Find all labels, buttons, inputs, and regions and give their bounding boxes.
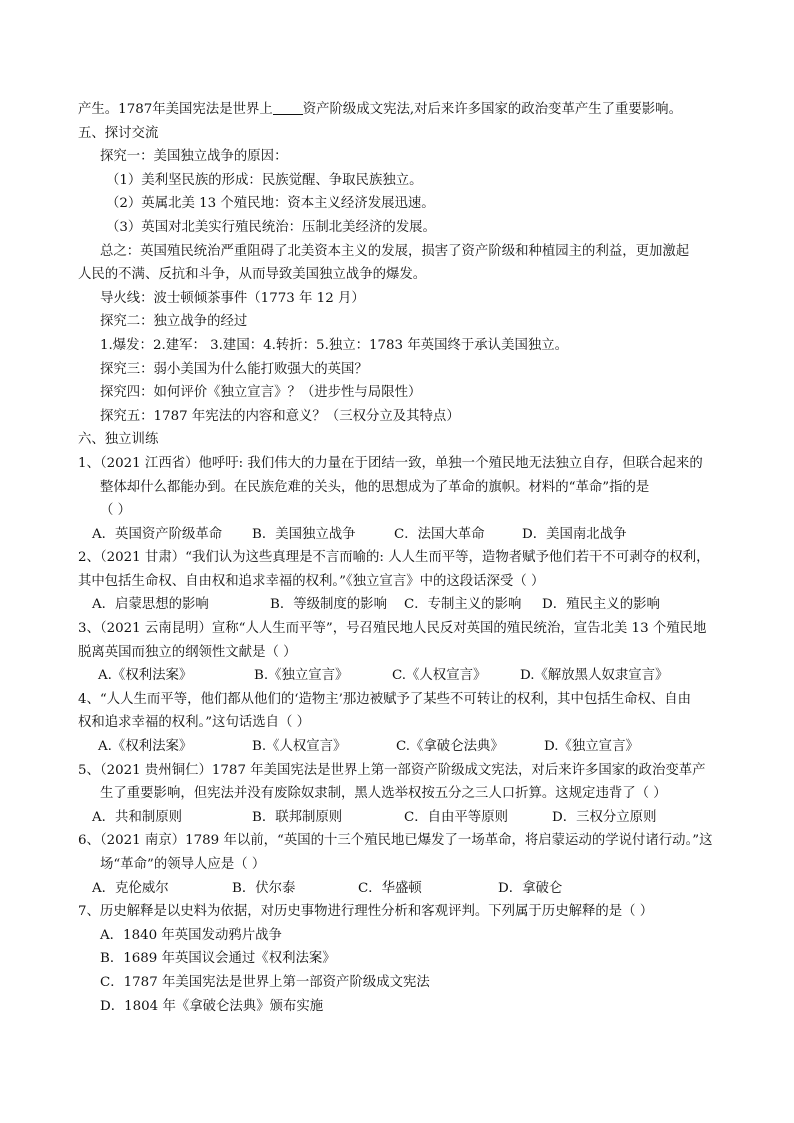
question-text: 权和追求幸福的权利。”这句话选自（ ）: [78, 715, 311, 731]
option-c[interactable]: C．专制主义的影响: [404, 597, 522, 613]
option-c[interactable]: C．华盛顿: [358, 880, 422, 896]
war-process: 1.爆发：2.建军： 3.建国：4.转折：5.独立：1783 年英国终于承认美国独立。: [100, 337, 569, 353]
option-b[interactable]: B．美国独立战争: [252, 526, 356, 542]
option-row: [78, 806, 718, 830]
option-b[interactable]: B．等级制度的影响: [270, 597, 387, 613]
section-heading-training: 六、独立训练: [78, 432, 159, 448]
inquiry-1: 探究一：美国独立战争的原因：: [100, 149, 288, 165]
section-heading-discussion: 五、探讨交流: [78, 125, 159, 141]
option-a[interactable]: A．1840 年英国发动鸦片战争: [100, 927, 282, 943]
option-c[interactable]: C.《拿破仑法典》: [396, 739, 504, 755]
option-c[interactable]: C．自由平等原则: [404, 809, 508, 825]
option-d[interactable]: D．殖民主义的影响: [542, 597, 660, 613]
option-row: [78, 593, 718, 617]
question-6: [78, 829, 718, 900]
cause-3: （3）英国对北美实行殖民统治：压制北美经济的发展。: [106, 219, 436, 235]
option-d[interactable]: D．1804 年《拿破仑法典》颁布实施: [100, 998, 324, 1014]
option-b[interactable]: B．1689 年英国议会通过《权利法案》: [100, 951, 336, 967]
option-a[interactable]: A．共和制原则: [92, 809, 183, 825]
inquiry-3: 探究三：弱小美国为什么能打败强大的英国？: [100, 361, 368, 377]
option-a[interactable]: A.《权利法案》: [98, 668, 193, 684]
question-text: 其中包括生命权、自由权和追求幸福的权利。”《独立宣言》中的这段话深受（ ）: [78, 573, 545, 589]
intro-line: [78, 98, 718, 122]
option-d[interactable]: D.《独立宣言》: [544, 739, 639, 755]
option-row: [78, 664, 718, 688]
question-text: 5、（2021 贵州铜仁）1787 年美国宪法是世界上第一部资产阶级成文宪法，对后来许多国家的政治变革产: [78, 762, 706, 778]
option-c[interactable]: C．法国大革命: [394, 526, 485, 542]
option-row: [78, 523, 718, 547]
inquiry-2: 探究二：独立战争的经过: [100, 314, 248, 330]
question-text: 6、（2021 南京）1789 年以前，“英国的十三个殖民地已爆发了一场革命，将启蒙运动的学说付诸行动。”这: [78, 833, 713, 849]
fill-in-blank[interactable]: [273, 100, 303, 115]
question-text: 4、“人人生而平等，他们都从他们的‘造物主’那边被赋予了某些不可转让的权利，其中包括生命权、自由: [78, 691, 692, 707]
option-a[interactable]: A．克伦威尔: [92, 880, 169, 896]
inquiry-4: 探究四：如何评价《独立宣言》？（进步性与局限性）: [100, 385, 422, 401]
option-row: [78, 877, 718, 901]
option-d[interactable]: D．拿破仑: [498, 880, 563, 896]
question-3: [78, 617, 718, 688]
summary-line-1: 总之：英国殖民统治严重阻碍了北美资本主义的发展，损害了资产阶级和种植园主的利益，更加激起: [100, 243, 690, 259]
question-text: 场“革命”的领导人应是（ ）: [100, 857, 266, 872]
question-text: 2、（2021 甘肃）“我们认为这些真理是不言而喻的: 人人生而平等，造物者赋予他们若干不可剥夺的权利，: [78, 550, 710, 566]
option-a[interactable]: A.《权利法案》: [98, 739, 193, 755]
option-d[interactable]: D.《解放黑人奴隶宣言》: [520, 668, 669, 684]
question-text: 脱离英国而独立的纲领性文献是（ ）: [78, 644, 297, 660]
option-c[interactable]: C.《人权宣言》: [392, 668, 487, 684]
option-a[interactable]: A．启蒙思想的影响: [92, 597, 209, 613]
question-text: 3、（2021 云南昆明）宣称“人人生而平等”，号召殖民地人民反对英国的殖民统治，宣告北美 13 个殖民地: [78, 621, 707, 637]
summary-line-2: 人民的不满、反抗和斗争，从而导致美国独立战争的爆发。: [78, 267, 427, 283]
fuse-event: 导火线：波士顿倾茶事件（1773 年 12 月）: [100, 290, 365, 306]
option-b[interactable]: B．联邦制原则: [252, 809, 343, 825]
option-b[interactable]: B.《独立宣言》: [254, 668, 349, 684]
answer-paren[interactable]: （ ）: [100, 503, 132, 519]
question-text: 1、（2021 江西省）他呼吁: 我们伟大的力量在于团结一致，单独一个殖民地无法独立自存，但联合起来的: [78, 455, 703, 471]
cause-1: （1）美利坚民族的形成：民族觉醒、争取民族独立。: [106, 172, 423, 188]
intro-text-before: 产生。1787年美国宪法是世界上: [78, 102, 273, 117]
inquiry-5: 探究五：1787 年宪法的内容和意义？（三权分立及其特点）: [100, 408, 460, 424]
question-text: 7、历史解释是以史料为依据，对历史事物进行理性分析和客观评判。下列属于历史解释的是（ ）: [78, 904, 654, 920]
option-b[interactable]: B．伏尔泰: [232, 880, 296, 896]
question-2: [78, 546, 718, 617]
question-text: 整体却什么都能办到。在民族危难的关头，他的思想成为了革命的旗帜。材料的“革命”指的是: [100, 479, 650, 495]
cause-2: （2）英属北美 13 个殖民地：资本主义经济发展迅速。: [106, 196, 435, 212]
option-c[interactable]: C．1787 年美国宪法是世界上第一部资产阶级成文宪法: [100, 974, 430, 990]
option-a[interactable]: A．英国资产阶级革命: [92, 526, 223, 542]
option-d[interactable]: D．三权分立原则: [552, 809, 657, 825]
option-d[interactable]: D．美国南北战争: [522, 526, 627, 542]
option-b[interactable]: B.《人权宣言》: [252, 739, 347, 755]
option-row: [78, 735, 718, 759]
document-page: [78, 98, 718, 1018]
question-7: [78, 900, 718, 1018]
question-1: [78, 452, 718, 546]
question-4: [78, 688, 718, 759]
question-5: [78, 759, 718, 830]
intro-text-after: 资产阶级成文宪法,对后来许多国家的政治变革产生了重要影响。: [302, 102, 682, 117]
question-text: 生了重要影响，但宪法并没有废除奴隶制，黑人选举权按五分之三人口折算。这规定违背了（ ）: [100, 786, 667, 802]
